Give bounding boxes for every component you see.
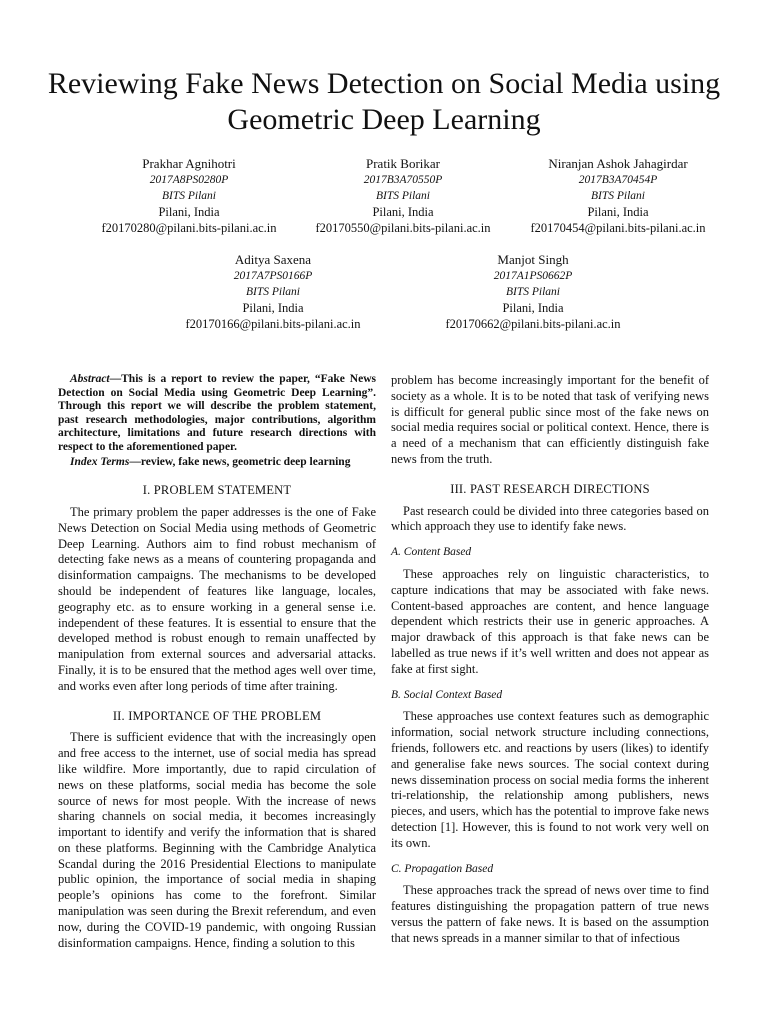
author-email: f20170550@pilani.bits-pilani.ac.in [315,221,491,235]
author-block-2 [278,156,528,236]
author-location: Pilani, India [158,205,220,219]
subsection-heading: C. Propagation Based [391,862,494,875]
subsection-body: These approaches rely on linguistic characteristics, to capture indications that may be associated with fake news. Content-based approaches are content, and hence language dependent which restricts their use in generic approaches. A major drawback of this approach is that fake news can be labelled as true news if it’s well written and does not appear as fake at first sight. [391,566,709,676]
author-block-1 [64,156,314,236]
author-email: f20170280@pilani.bits-pilani.ac.in [101,221,277,235]
index-terms-text: —review, fake news, geometric deep learning [129,455,351,468]
author-id: 2017A8PS0280P [149,174,229,186]
author-institution: BITS Pilani [376,190,430,202]
author-location: Pilani, India [502,301,564,315]
author-block-3 [493,156,743,236]
subsection-heading: A. Content Based [391,546,472,559]
author-id: 2017A1PS0662P [493,270,573,282]
section-heading: II. IMPORTANCE OF THE PROBLEM [112,708,322,723]
index-terms [58,456,376,470]
section-body: The primary problem the paper addresses is the one of Fake News Detection on Social Media using methods of Geometric Deep Learning. Authors aim to find robust mechanism of detecting fake news as a means of countering propaganda and disinformation campaigns. The mechanisms to be developed should be independent of features like language, locales, geography etc. as to ensure working in a general sense i.e. independent of these features. It is essential to ensure that the developed method is robust enough to remain unaffected by manipulation from external sources and adversarial attacks. Finally, it is to be ensured that the method ages well over time, and works even after long periods of time after training. [58,504,376,693]
author-location: Pilani, India [587,205,649,219]
author-name: Manjot Singh [497,252,569,267]
author-institution: BITS Pilani [591,190,645,202]
author-institution: BITS Pilani [162,190,216,202]
author-id: 2017B3A70454P [578,174,658,186]
author-location: Pilani, India [242,301,304,315]
author-id: 2017B3A70550P [363,174,443,186]
author-email: f20170166@pilani.bits-pilani.ac.in [185,317,361,331]
section-intro: Past research could be divided into three categories based on which approach they use to identify fake news. [391,503,709,534]
author-name: Aditya Saxena [234,252,312,267]
right-column [391,373,709,947]
abstract-text: —This is a report to review the paper, “Fake News Detection on Social Media using Geometric Deep Learning”. Through this report we will describe the problem statement, past research methodologies, major contributions, algorithm architecture, limitations and future research directions with respect to the aforementioned paper. [58,373,376,453]
section-body-continued: problem has become increasingly important for the benefit of society as a whole. It is to be noted that task of verifying news is difficult for general public since most of the fake news on social media requires social or political context. Hence, there is a need of a mechanism that can efficiently distinguish fake news from the truth. [391,373,709,466]
section-body: There is sufficient evidence that with the increasingly open and free access to the internet, use of social media has spread like wildfire. More importantly, due to rapid circulation of news on these platforms, social media has become the sole source of news for most people. With the increase of news sharing channels on social media, it becomes increasingly important to identify and verify the information that is shared on these platforms. Beginning with the Cambridge Analytica Scandal during the 2016 Presidential Elections to manipulate public opinion, the importance of social media in shaping people’s opinions has come to the forefront. Similar manipulation was seen during the Brexit referendum, and even now, during the COVID-19 pandemic, with ongoing Russian disinformation campaigns. Hence, finding a solution to this [58,730,376,950]
author-email: f20170454@pilani.bits-pilani.ac.in [530,221,706,235]
subsection-body: These approaches use context features such as demographic information, social network structure including connections, friends, followers etc. and reactions by users (likes) to identify and generalise fake news sources. The social context during news dissemination process on social media forms the inherent tri-relationship, the relationship among publishers, news pieces, and users, which has the potential to improve fake news detection [1]. However, this is found to not work very well on its own. [391,709,709,850]
subsection-body: These approaches track the spread of news over time to find features distinguishing the propagation pattern of true news versus the pattern of fake news. It is based on the assumption that news spreads in a manner similar to that of infectious [391,883,709,945]
author-name: Niranjan Ashok Jahagirdar [548,156,688,171]
abstract [58,373,376,455]
section-heading: I. PROBLEM STATEMENT [142,483,292,498]
author-block-4 [148,252,398,332]
left-column [58,373,376,951]
author-institution: BITS Pilani [246,286,300,298]
author-name: Pratik Borikar [365,156,440,171]
author-email: f20170662@pilani.bits-pilani.ac.in [445,317,621,331]
author-institution: BITS Pilani [506,286,560,298]
subsection-heading: B. Social Context Based [391,688,503,701]
paper-title: Reviewing Fake News Detection on Social Media using Geometric Deep Learning [47,67,721,136]
abstract-label: Abstract [70,373,110,385]
author-name: Prakhar Agnihotri [142,156,236,171]
section-heading: III. PAST RESEARCH DIRECTIONS [450,481,650,496]
author-location: Pilani, India [372,205,434,219]
index-terms-label: Index Terms [70,455,130,468]
author-id: 2017A7PS0166P [233,270,313,282]
author-block-5 [408,252,658,332]
